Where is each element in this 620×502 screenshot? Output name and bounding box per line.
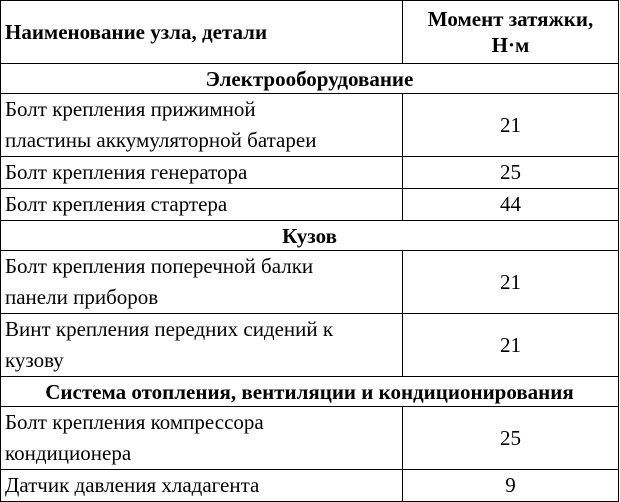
torque-value: 21 — [403, 251, 619, 314]
section-row — [1, 221, 619, 251]
part-name-cell — [1, 470, 403, 502]
section-title: Электрооборудование — [1, 64, 619, 94]
part-name-line2: панели приборов — [5, 285, 159, 309]
part-name-cell — [1, 407, 403, 470]
part-name-line2: кондиционера — [5, 441, 132, 465]
column-header-torque-line2: Н·м — [491, 33, 530, 57]
column-header-torque — [403, 1, 619, 64]
part-name-line1: Болт крепления прижимной — [5, 97, 256, 121]
table-row — [1, 94, 619, 157]
table-row — [1, 470, 619, 502]
part-name-line1: Датчик давления хладагента — [5, 473, 260, 497]
part-name-cell — [1, 314, 403, 377]
table-row — [1, 157, 619, 189]
table-header-row — [1, 1, 619, 64]
table-row — [1, 407, 619, 470]
table-row — [1, 251, 619, 314]
column-header-torque-line1: Момент затяжки, — [427, 7, 594, 31]
part-name-line2: кузову — [5, 348, 64, 372]
torque-value: 25 — [403, 157, 619, 189]
torque-value: 21 — [403, 314, 619, 377]
part-name-cell — [1, 251, 403, 314]
section-row — [1, 64, 619, 94]
torque-value: 44 — [403, 189, 619, 221]
part-name-line1: Винт крепления передних сидений к — [5, 317, 334, 341]
torque-value: 25 — [403, 407, 619, 470]
column-header-name-text: Наименование узла, детали — [5, 20, 268, 44]
part-name-line1: Болт крепления поперечной балки — [5, 254, 314, 278]
column-header-name — [1, 1, 403, 64]
section-row — [1, 377, 619, 407]
table-row — [1, 189, 619, 221]
torque-value: 21 — [403, 94, 619, 157]
part-name-line1: Болт крепления генератора — [5, 160, 248, 184]
part-name-cell — [1, 94, 403, 157]
table-row — [1, 314, 619, 377]
part-name-cell — [1, 157, 403, 189]
part-name-line2: пластины аккумуляторной батареи — [5, 128, 317, 152]
part-name-line1: Болт крепления стартера — [5, 192, 228, 216]
part-name-line1: Болт крепления компрессора — [5, 410, 264, 434]
torque-value: 9 — [403, 470, 619, 502]
section-title: Система отопления, вентиляции и кондиционирования — [1, 377, 619, 407]
part-name-cell — [1, 189, 403, 221]
section-title: Кузов — [1, 221, 619, 251]
